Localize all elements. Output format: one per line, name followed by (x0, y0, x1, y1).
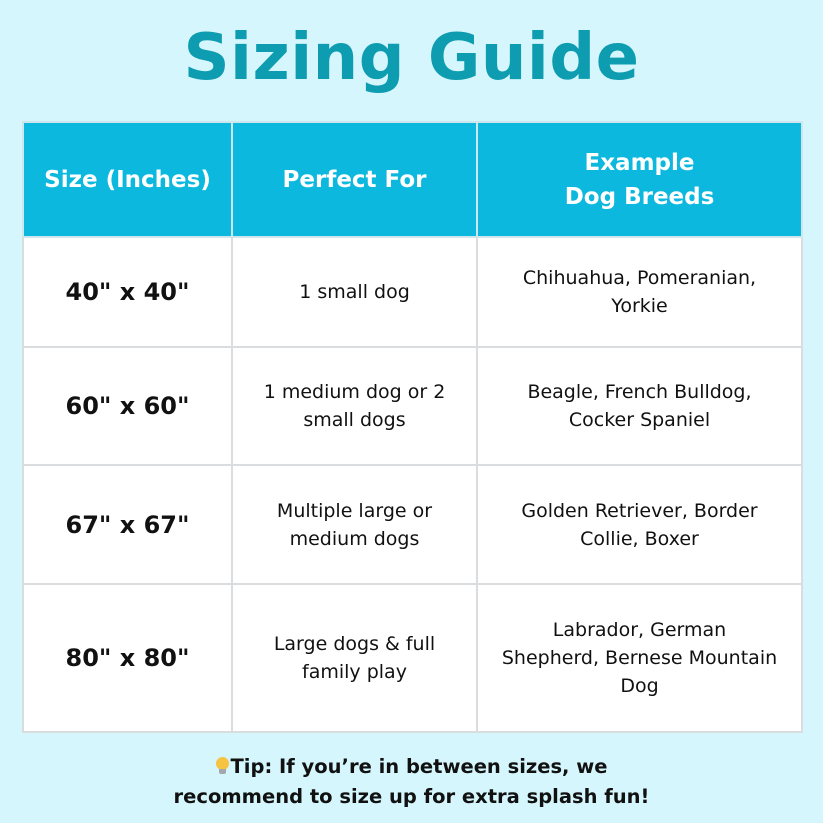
breeds-line: Shepherd, Bernese Mountain (501, 647, 778, 669)
size-cell: 67" x 67" (23, 465, 232, 584)
page-title: Sizing Guide (183, 21, 640, 95)
tip-note (0, 752, 823, 812)
perfect-for-line: 1 small dog (299, 281, 410, 303)
perfect-for-cell (232, 347, 477, 465)
table-row (23, 584, 802, 732)
header-size: Size (Inches) (23, 122, 232, 237)
perfect-for-line: 1 medium dog or 2 (263, 381, 446, 403)
table-header-row (23, 122, 802, 237)
perfect-for-line: small dogs (303, 409, 406, 431)
breeds-line: Yorkie (611, 295, 668, 317)
breeds-line: Golden Retriever, Border (521, 499, 758, 522)
breeds-cell (477, 465, 802, 584)
breeds-cell (477, 584, 802, 732)
breeds-line: Labrador, German (552, 619, 727, 641)
perfect-for-line: family play (302, 661, 407, 683)
header-breeds-line2: Dog Breeds (564, 183, 715, 210)
breeds-line: Dog (620, 675, 659, 697)
perfect-for-cell (232, 465, 477, 584)
sizing-table (22, 121, 803, 733)
header-breeds-line1: Example (584, 149, 695, 176)
perfect-for-line: Large dogs & full (273, 633, 436, 655)
breeds-line: Chihuahua, Pomeranian, (522, 267, 757, 289)
table-row (23, 237, 802, 347)
breeds-line: Cocker Spaniel (568, 409, 711, 431)
size-cell: 60" x 60" (23, 347, 232, 465)
perfect-for-line: medium dogs (289, 527, 420, 550)
breeds-line: Beagle, French Bulldog, (527, 381, 752, 403)
tip-line2: recommend to size up for extra splash fun! (173, 785, 650, 808)
breeds-cell (477, 237, 802, 347)
lightbulb-icon (216, 757, 229, 775)
header-breeds (477, 122, 802, 237)
breeds-line: Collie, Boxer (580, 527, 699, 550)
header-perfect-for: Perfect For (232, 122, 477, 237)
table-row (23, 347, 802, 465)
perfect-for-line: Multiple large or (276, 499, 433, 522)
table-row (23, 465, 802, 584)
size-cell: 80" x 80" (23, 584, 232, 732)
perfect-for-cell (232, 237, 477, 347)
size-cell: 40" x 40" (23, 237, 232, 347)
tip-line1: Tip: If you’re in between sizes, we (230, 755, 608, 778)
perfect-for-cell (232, 584, 477, 732)
breeds-cell (477, 347, 802, 465)
